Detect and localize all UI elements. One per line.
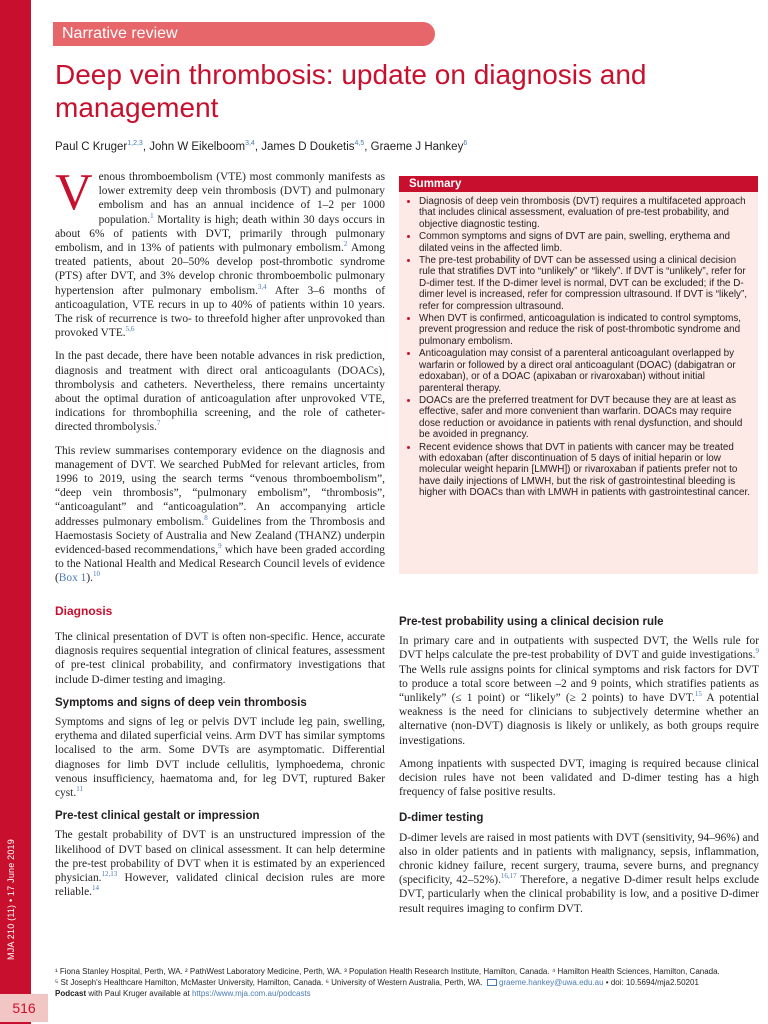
intro-paragraph [55, 164, 385, 340]
paragraph-text: Guidelines from the Thrombosis and Haemostasis Society of Australia and New Zealand (THANZ) underpin evidenced-based recommendations, [55, 515, 385, 557]
author-affiliation: 4,5 [354, 140, 365, 148]
citation[interactable]: 10 [92, 570, 100, 579]
citation[interactable]: 12,13 [101, 870, 118, 879]
paragraph-text: Therefore, a negative D-dimer result helps exclude DVT, particularly when the clinical probability is low, and a positive D-dimer result requires imaging to confirm DVT. [399, 874, 759, 915]
intro-text: Among treated patients, about 20–50% develop post-thrombotic syndrome (PTS) after DVT, and 3% develop chronic thromboembolic pulmonary hypertension after pulmonary embolism. [55, 242, 385, 297]
paragraph [55, 444, 385, 586]
intro-text: Mortality is high; death within 30 days occurs in about 6% of patients with DVT, primarily through pulmonary embolism, and in 13% of patients with pulmonary embolism. [55, 213, 385, 255]
subheading-gestalt: Pre-test clinical gestalt or impression [55, 810, 260, 823]
citation[interactable]: 11 [76, 785, 83, 794]
citation[interactable]: 8 [204, 513, 208, 522]
drop-cap: V [55, 164, 93, 221]
author-affiliation: 3,4 [245, 140, 255, 148]
citation[interactable]: 7 [156, 419, 161, 428]
subheading-pretest: Pre-test probability using a clinical decision rule [399, 616, 664, 628]
citation[interactable]: 5,6 [125, 325, 135, 334]
citation[interactable]: 15 [694, 690, 702, 699]
paragraph-text: Among inpatients with suspected DVT, imaging is required because clinical decision rules have not been validated and D-dimer testing has a high frequency of false positive results. [399, 757, 759, 799]
box-link[interactable]: Box 1 [58, 572, 87, 585]
paragraph [399, 757, 759, 800]
summary-item: • Recent evidence shows that DVT in patients with cancer may be treated with edoxaban (after discontinuation of 5 days of initial heparin or low molecular weight heparin [LMWH]) or rivaroxaban if patients prefer not to have daily injections of LMWH, but the risk of gastrointestinal bleeding is higher with DOACs than with LMWH in patients with gastrointestinal cancer. [419, 442, 750, 499]
summary-list [399, 196, 758, 499]
affiliations-text: ⁵ St Joseph's Healthcare Hamilton, McMaster University, Hamilton, Canada. ⁶ University of Western Australia, Perth, WA. [55, 978, 483, 987]
section-label: Narrative review [53, 22, 435, 46]
doi-text: • doi: 10.5694/mja2.50201 [603, 978, 699, 987]
author-separator: , [364, 141, 371, 153]
summary-item: • Anticoagulation may consist of a parenteral anticoagulant overlapped by warfarin or followed by a direct oral anticoagulant (DOAC) (dabigatran or edoxaban), or of a DOAC (apixaban or rivaroxaban) without initial parenteral therapy. [419, 348, 750, 394]
citation[interactable]: 3,4 [257, 282, 267, 291]
affiliations-line: ¹ Fiona Stanley Hospital, Perth, WA. ² PathWest Laboratory Medicine, Perth, WA. ³ Population Health Research Institute, Hamilton, Canada. ⁴ Hamilton Health Sciences, Hamilton, Canada. [55, 967, 720, 976]
citation[interactable]: 14 [92, 884, 99, 893]
author-affiliation: 1,2,3 [127, 140, 143, 148]
summary-item: • Common symptoms and signs of DVT are pain, swelling, erythema and dilated veins in the affected limb. [419, 231, 750, 254]
paragraph-text: The Wells rule assigns points for clinical symptoms and risk factors for DVT to produce a total score between –2 and 9 points, which stratifies patients as “unlikely” (≤ 1 point) or “likely” (≥ 2 points) to have DVT. [399, 663, 759, 705]
paragraph [55, 630, 385, 687]
paragraph-text: A potential weakness is the need for clinicians to subjectively determine whether an alternative (non-DVT) diagnosis is likely or unlikely, as both groups require investigations. [399, 692, 759, 747]
paragraph [55, 828, 385, 899]
citation[interactable]: 2 [343, 240, 348, 249]
email-icon [487, 979, 497, 986]
summary-item: • Diagnosis of deep vein thrombosis (DVT) requires a multifaceted approach that includes clinical assessment, evaluation of pre-test probability, and objective diagnostic testing. [419, 196, 750, 230]
affiliations-line-2 [55, 977, 755, 988]
author-affiliation: 6 [463, 140, 468, 148]
paragraph [399, 831, 759, 916]
journal-issue-sidebar: MJA 210 (11) • 17 June 2019 [6, 839, 16, 960]
citation[interactable]: 9 [755, 647, 759, 656]
section-heading-diagnosis: Diagnosis [55, 603, 113, 618]
summary-box [399, 176, 758, 574]
paragraph-text: Symptoms and signs of leg or pelvis DVT include leg pain, swelling, erythema and dilated superficial veins. Arm DVT has similar symptoms localised to the arm. Some DVTs are asymptomatic. Differential diagnoses for limb DVT include cellulitis, lymphoedema, chronic venous insufficiency, haematoma and, for leg DVT, ruptured Baker cyst. [55, 715, 385, 799]
author-list [55, 141, 467, 153]
paragraph-text: In the past decade, there have been notable advances in risk prediction, diagnosis and treatment with direct oral anticoagulants (DOACs), thrombolysis and catheters. Nevertheless, there remains uncertainty about the optimal duration of anticoagulation after unprovoked VTE, indications for thrombophilia screening, and the role of catheter-directed thrombolysis. [55, 350, 385, 434]
author-name[interactable]: Paul C Kruger [55, 141, 128, 153]
subheading-symptoms: Symptoms and signs of deep vein thrombosis [55, 696, 307, 709]
page-number: 516 [0, 994, 48, 1022]
citation[interactable]: 1 [150, 211, 154, 220]
paragraph [399, 634, 759, 748]
right-column [399, 611, 759, 925]
intro-text: After 3–6 months of anticoagulation, VTE recurs in up to 40% of patients within 10 years. The risk of recurrence is two- to threefold higher after unprovoked than provoked VTE. [55, 284, 385, 340]
podcast-line [55, 988, 755, 999]
paragraph-text: ). [86, 572, 93, 585]
paragraph-text: The gestalt probability of DVT is an unstructured impression of the likelihood of DVT based on clinical assessment. It can help determine the pre-test probability of DVT when it is estimated by an experienced physician. [55, 829, 385, 884]
paragraph-text: The clinical presentation of DVT is often non-specific. Hence, accurate diagnosis requires sequential integration of clinical features, assessment of pre-test clinical probability, and confirmatory investigations that include D-dimer testing and imaging. [55, 630, 385, 686]
podcast-text: with Paul Kruger available at [86, 989, 192, 998]
podcast-link[interactable]: https://www.mja.com.au/podcasts [191, 989, 311, 998]
subheading-ddimer: D-dimer testing [399, 812, 484, 825]
paragraph-text: which have been graded according to the National Health and Medical Research Council levels of evidence ( [55, 544, 385, 585]
podcast-label: Podcast [55, 989, 87, 998]
footnotes [55, 966, 755, 999]
author-name[interactable]: Graeme J Hankey [370, 141, 464, 153]
summary-heading: Summary [399, 176, 758, 192]
article-title: Deep vein thrombosis: update on diagnosis and management [55, 59, 647, 123]
paragraph-text: However, validated clinical decision rules are more reliable. [55, 871, 385, 899]
summary-item: • The pre-test probability of DVT can be assessed using a clinical decision rule that stratifies DVT into “unlikely” or “likely”. If DVT is “unlikely”, refer for D-dimer test. If the D-dimer level is normal, DVT can be excluded; if the D-dimer level is increased, refer for compression ultrasound. If DVT is “likely”, refer for compression ultrasound. [419, 255, 750, 312]
paragraph-text: This review summarises contemporary evidence on the diagnosis and management of DVT. We searched PubMed for relevant articles, from 1996 to 2019, using the search terms “venous thromboembolism”, “deep vein thrombosis”, “pulmonary embolism”, “thrombosis”, “anticoagulant” and “anticoagulation”. An accompanying article addresses pulmonary embolism. [55, 444, 385, 528]
author-name[interactable]: James D Douketis [261, 141, 355, 153]
author-separator: , [142, 141, 150, 153]
paragraph-text: In primary care and in outpatients with suspected DVT, the Wells rule for DVT helps calculate the pre-test probability of DVT and guide investigations. [399, 635, 759, 662]
correspondence-email-link[interactable]: graeme.hankey@uwa.edu.au [498, 978, 604, 987]
left-column [55, 164, 385, 908]
summary-item: • When DVT is confirmed, anticoagulation is indicated to control symptoms, prevent progression and reduce the risk of post-thrombotic syndrome and pulmonary embolism. [419, 313, 750, 347]
intro-text: enous thromboembolism (VTE) most commonly manifests as lower extremity deep vein thrombosis (DVT) and pulmonary embolism and has an annual incidence of 1–2 per 1000 population. [98, 171, 385, 226]
citation[interactable]: 9 [218, 542, 222, 551]
paragraph [55, 349, 385, 434]
author-separator: , [254, 141, 262, 153]
citation[interactable]: 16,17 [500, 872, 517, 881]
summary-item: • DOACs are the preferred treatment for DVT because they are at least as effective, safer and more convenient than warfarin. DOACs may require dose reduction or avoidance in patients with renal dysfunction, and should be avoided in pregnancy. [419, 395, 750, 441]
paragraph-text: D-dimer levels are raised in most patients with DVT (sensitivity, 94–96%) and also in older patients and in patients with malignancy, sepsis, inflammation, chronic kidney failure, recent surgery, trauma, severe burns, and pregnancy (specificity, 42–52%). [399, 831, 759, 887]
author-name[interactable]: John W Eikelboom [149, 141, 246, 153]
paragraph [55, 715, 385, 800]
